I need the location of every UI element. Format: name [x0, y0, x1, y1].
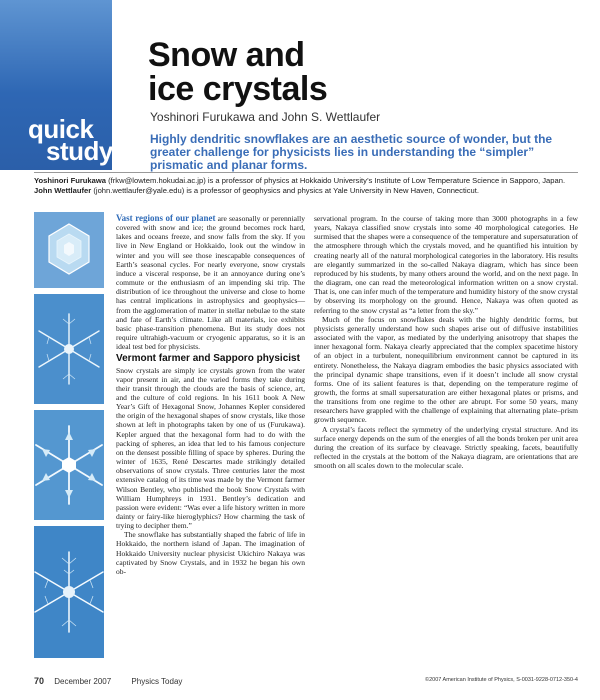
- section-label-line1: quick: [28, 114, 94, 144]
- article-title: [148, 38, 327, 106]
- section-label-line2: study: [46, 136, 113, 166]
- snowflake-photo-plate: [34, 212, 104, 288]
- copyright-notice: ©2007 American Institute of Physics, S-0031-9228-0712-350-4: [425, 677, 578, 683]
- lead-in: Vast regions of our planet: [116, 213, 216, 223]
- section-heading: Vermont farmer and Sapporo physicist: [116, 353, 300, 365]
- snowflake-photo-fern: [34, 294, 104, 404]
- paragraph: The snowflake has substantially shaped the fabric of life in Hokkaido, the northern island of Japan. The imagination of Hokkaido University nuclear physicist Ukichiro Nakaya was captivated by Snow Crystals, and in 1932 he began his own ob-: [116, 530, 305, 576]
- bio-text-2: (john.wettlaufer@yale.edu) is a professor of geophysics and physics at Yale University in New Haven, Connecticut.: [91, 186, 479, 195]
- paragraph: A crystal’s facets reflect the symmetry of the underlying crystal structure. And its surface energy depends on the sum of the energies of all the bonds broken per unit area during the creation of its surface by cleavage. Strictly speaking, facets, beautifully reflected in the crystals at the bottom of the Nakaya diagram, are orientations that are smooth on all scales down to the molecular scale.: [314, 424, 578, 471]
- author-bio: [34, 172, 578, 196]
- paragraph: Snow crystals are simply ice crystals grown from the water vapor present in air, and the varied forms they take during their transit through the clouds are the basis of science, art, and the culture of cold regions. In his 1611 book A New Year’s Gift of Hexagonal Snow, Johannes Kepler considered the origin of the hexagonal shapes of snow crystals, like those shown at left in photographs taken by one of us (Furukawa). Kepler argued that the hexagonal form had to do with the packing of spheres, an idea that led to his famous conjecture on the densest possible filling of space by spheres. During the winter of 1635, René Descartes made strikingly detailed observations of snow crystals. Three centuries later the most extensive catalog of its time was made by the Vermont farmer Wilson Bentley, who published the book Snow Crystals with William Humphreys in 1931. Bentley’s dedication and passion were evident: “Was ever a life history written in more dainty or fairy-like hieroglyphics? How charming the task of trying to decipher them.”: [116, 365, 305, 531]
- article-column-2: [314, 214, 578, 470]
- hexagonal-plate-image: [34, 212, 104, 288]
- snowflake-star-3: [34, 526, 104, 658]
- paragraph-text: are seasonally or perennially covered with snow and ice; the ground becomes rock hard, lakes and oceans freeze, and snow falls from the sky. If you live in New England or Hokkaido, look out the window in winter and you will see those inescapable consequences of Earth’s seasonal cycles. For nearly everyone, snow crystals induce a visceral response, be it an annoyance during one’s commute or the enthusiasm of an impending ski trip. The distribution of ice throughout the universe and close to home has central implications in astrophysics and geophysics—from the agglomeration of matter in stellar nebulae to the state and fate of Earth’s climate. Like all materials, ice exhibits basic phase-transition phenomena. But its study does not require ultrahigh-vacuum or cryogenic apparatus, so it is an ideal test bed for physicists.: [116, 214, 305, 352]
- article-column-1: [116, 214, 305, 576]
- paragraph: Much of the focus on snowflakes deals with the highly dendritic forms, but physicists generally understand how such shapes arise out of diffusive instabilities associated with the vapor, as mediated by the underlying anisotropy that shapes the inner hexagonal form. Nakaya clearly appreciated that the complex spacetime history of an object in a turbulent, nonequilibrium environment cannot be captured in its entirety. Nonetheless, the Nakaya diagram embodies the basic physics associated with the principal dynamic shape transitions, even if it doesn’t include all snow crystal forms. One of its salient features is that, depending on the temperature regime of growth, the forms at small supersaturation are either hexagonal plates or prisms, and the transitions from one regime to the other are abrupt. For some 50 years, many researchers have grappled with the challenge of explaining that alternating plate–prism growth sequence.: [314, 314, 578, 425]
- bio-name-2: John Wettlaufer: [34, 186, 92, 195]
- page-footer: [34, 676, 578, 686]
- bio-name-1: Yoshinori Furukawa: [34, 176, 107, 185]
- paragraph: [116, 214, 305, 351]
- snowflake-photo-column: [34, 212, 104, 658]
- author-byline: Yoshinori Furukawa and John S. Wettlaufer: [150, 110, 381, 124]
- section-label: [28, 114, 118, 166]
- snowflake-star-2: [34, 410, 104, 520]
- snowflake-photo-dendrite: [34, 526, 104, 658]
- journal-name: Physics Today: [131, 677, 183, 686]
- snowflake-star-1: [34, 294, 104, 404]
- snowflake-photo-sector: [34, 410, 104, 520]
- paragraph: servational program. In the course of taking more than 3000 photographs in a few years, Nakaya classified snow crystals into some 40 morphological categories. He surmised that the shapes were a consequence of the temperature and supersaturation of the atmosphere through which the crystals moved, and he quantified his intuition by creating nearly all of the natural morphological categories in the laboratory. His results are elegantly summarized in the so-called Nakaya diagram, which has since been reproduced by his students, by many others around the world, and on the next page. In the diagram, one can read the meteorological information written on a snow crystal. That is, one can infer much of the temperature and humidity history of the snow crystal by observing its morphology on the ground. Hence, Nakaya was often quoted as referring to the snow crystal as “a letter from the sky.”: [314, 214, 578, 315]
- article-dek: Highly dendritic snowflakes are an aesthetic source of wonder, but the greater challenge for physicists lies in understanding the “simpler” prismatic and planar forms.: [150, 132, 553, 172]
- issue-date: December 2007: [54, 677, 112, 686]
- title-line1: Snow and: [148, 36, 305, 74]
- title-line2: ice crystals: [148, 70, 328, 108]
- page-number: 70: [34, 676, 45, 686]
- bio-text-1: (frkw@lowtem.hokudai.ac.jp) is a professor of physics at Hokkaido University’s Institute of Low Temperature Science in Sapporo, Japan.: [106, 176, 566, 185]
